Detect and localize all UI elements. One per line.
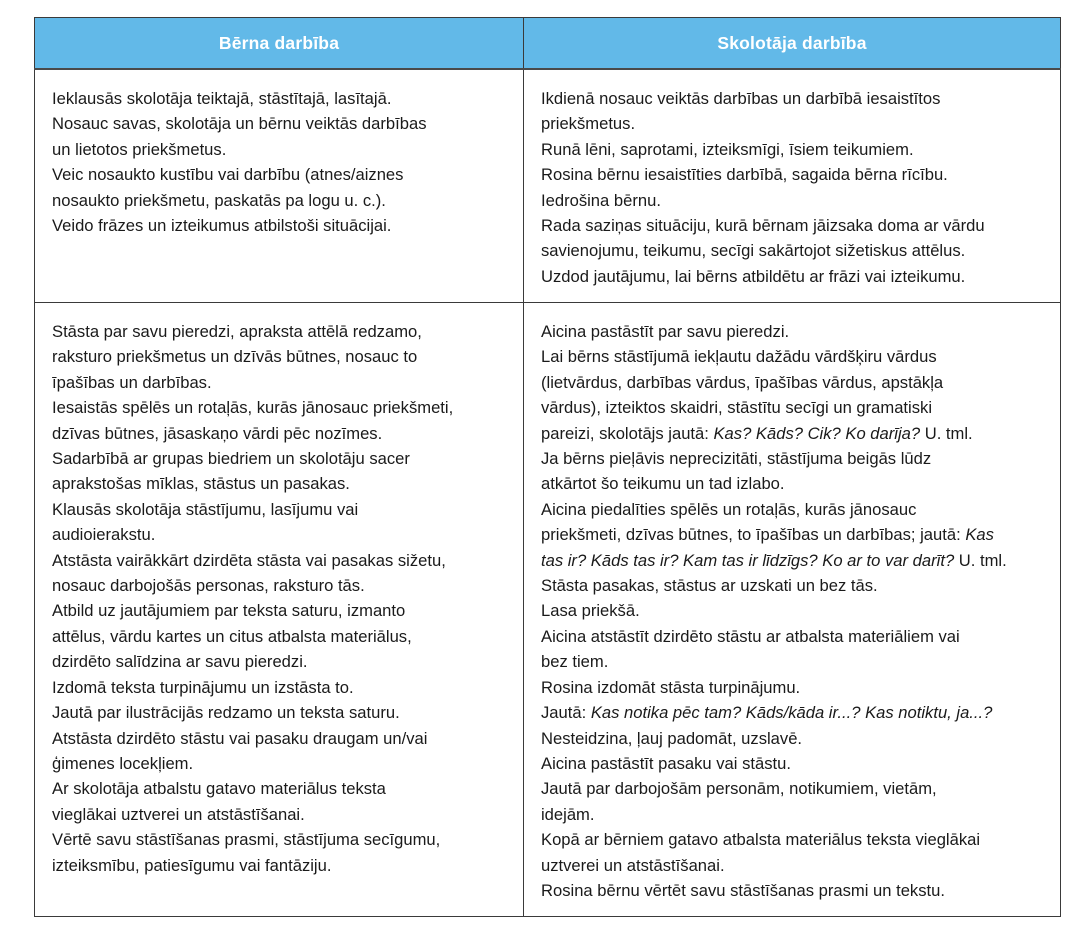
text-line: Sadarbībā ar grupas biedriem un skolotāju sacer bbox=[52, 449, 410, 469]
text-segment: Lasa priekšā. bbox=[541, 601, 640, 621]
teacher-cell-text bbox=[524, 70, 1060, 299]
text-line: Runā lēni, saprotami, izteiksmīgi, īsiem teikumiem. bbox=[541, 139, 914, 159]
text-line: Nosauc savas, skolotāja un bērnu veiktās darbības bbox=[52, 114, 427, 134]
text-line: Iedrošina bērnu. bbox=[541, 190, 661, 210]
text-line: dzīvas būtnes, jāsaskaņo vārdi pēc nozīmes. bbox=[52, 423, 383, 443]
text-line bbox=[541, 471, 1044, 496]
text-line: aprakstošas mīklas, stāstus un pasakas. bbox=[52, 474, 350, 494]
text-line: un lietotos priekšmetus. bbox=[52, 139, 227, 159]
text-line: vieglākai uztverei un atstāstīšanai. bbox=[52, 804, 305, 824]
text-line bbox=[541, 421, 1044, 446]
text-line: audioierakstu. bbox=[52, 525, 156, 545]
text-segment: vārdus), izteiktos skaidri, stāstītu secīgi un gramatiski bbox=[541, 398, 933, 418]
text-line: Atbild uz jautājumiem par teksta saturu, izmanto bbox=[52, 601, 406, 621]
text-line bbox=[541, 522, 1044, 547]
text-line bbox=[541, 700, 1044, 725]
italic-question-text: Kas notika pēc tam? Kāds/kāda ir...? Kas notiktu, ja...? bbox=[590, 703, 993, 723]
text-line bbox=[541, 548, 1044, 573]
text-line: attēlus, vārdu kartes un citus atbalsta materiālus, bbox=[52, 626, 412, 646]
text-line: Atstāsta vairākkārt dzirdēta stāsta vai pasakas sižetu, bbox=[52, 550, 446, 570]
text-line: īpašības un darbības. bbox=[52, 372, 212, 392]
text-line: Ar skolotāja atbalstu gatavo materiālus teksta bbox=[52, 779, 386, 799]
text-line: Izdomā teksta turpinājumu un izstāsta to. bbox=[52, 677, 354, 697]
text-line: Uzdod jautājumu, lai bērns atbildētu ar frāzi vai izteikumu. bbox=[541, 266, 966, 286]
table-row bbox=[35, 303, 1061, 917]
text-segment: Stāsta pasakas, stāstus ar uzskati un bez tās. bbox=[541, 576, 878, 596]
text-segment: (lietvārdus, darbības vārdus, īpašības vārdus, apstākļa bbox=[541, 372, 944, 392]
text-segment: idejām. bbox=[541, 804, 595, 824]
text-line: Iesaistās spēlēs un rotaļās, kurās jānosauc priekšmeti, bbox=[52, 398, 454, 418]
text-line: Stāsta par savu pieredzi, apraksta attēlā redzamo, bbox=[52, 322, 422, 341]
text-line bbox=[541, 344, 1044, 369]
text-line bbox=[541, 446, 1044, 471]
text-line: nosauc darbojošās personas, raksturo tās. bbox=[52, 576, 365, 596]
text-line: raksturo priekšmetus un dzīvās būtnes, nosauc to bbox=[52, 347, 418, 367]
text-segment: Aicina piedalīties spēlēs un rotaļās, kurās jānosauc bbox=[541, 499, 917, 519]
text-segment: Nesteidzina, ļauj padomāt, uzslavē. bbox=[541, 728, 803, 748]
header-teacher-activity: Skolotāja darbība bbox=[524, 18, 1061, 70]
text-line bbox=[541, 751, 1044, 776]
text-segment: Jautā: bbox=[541, 703, 591, 723]
text-line bbox=[541, 802, 1044, 827]
text-line bbox=[541, 573, 1044, 598]
child-cell bbox=[35, 303, 524, 917]
child-cell bbox=[35, 69, 524, 303]
text-segment: Jautā par darbojošām personām, notikumiem, vietām, bbox=[541, 779, 937, 799]
text-segment: Kopā ar bērniem gatavo atbalsta materiālus teksta vieglākai bbox=[541, 830, 981, 850]
text-line bbox=[541, 726, 1044, 751]
text-line bbox=[541, 853, 1044, 878]
header-child-activity: Bērna darbība bbox=[35, 18, 524, 70]
text-line: Atstāsta dzirdēto stāstu vai pasaku draugam un/vai bbox=[52, 728, 428, 748]
teacher-cell bbox=[524, 303, 1061, 917]
text-line: ģimenes locekļiem. bbox=[52, 753, 194, 773]
text-line bbox=[541, 598, 1044, 623]
text-line: Klausās skolotāja stāstījumu, lasījumu vai bbox=[52, 499, 359, 519]
activities-table bbox=[34, 17, 1061, 917]
table-row bbox=[35, 69, 1061, 303]
text-line bbox=[541, 649, 1044, 674]
italic-question-text: Kas? Kāds? Cik? Ko darīja? bbox=[713, 423, 921, 443]
table-header-row bbox=[35, 18, 1061, 70]
text-line: dzirdēto salīdzina ar savu pieredzi. bbox=[52, 652, 308, 672]
text-line: Veic nosaukto kustību vai darbību (atnes/aiznes bbox=[52, 165, 404, 185]
text-segment: Aicina pastāstīt pasaku vai stāstu. bbox=[541, 753, 791, 773]
text-segment: Rosina izdomāt stāsta turpinājumu. bbox=[541, 677, 801, 697]
text-line: savienojumu, teikumu, secīgi sakārtojot sižetiskus attēlus. bbox=[541, 241, 966, 261]
text-line: Veido frāzes un izteikumus atbilstoši situācijai. bbox=[52, 216, 392, 236]
text-line bbox=[541, 497, 1044, 522]
text-line bbox=[541, 319, 1044, 344]
text-segment: U. tml. bbox=[954, 550, 1007, 570]
text-segment: Rosina bērnu vērtēt savu stāstīšanas prasmi un tekstu. bbox=[541, 880, 945, 900]
teacher-cell bbox=[524, 69, 1061, 303]
teacher-cell-text bbox=[524, 303, 1060, 913]
text-line bbox=[541, 878, 1044, 903]
text-segment: Aicina atstāstīt dzirdēto stāstu ar atbalsta materiāliem vai bbox=[541, 626, 960, 646]
text-segment: U. tml. bbox=[920, 423, 973, 443]
text-line: izteiksmību, patiesīgumu vai fantāziju. bbox=[52, 855, 332, 875]
text-line: Vērtē savu stāstīšanas prasmi, stāstījuma secīgumu, bbox=[52, 830, 441, 850]
text-segment: Ja bērns pieļāvis neprecizitāti, stāstījuma beigās lūdz bbox=[541, 449, 932, 469]
child-cell-text bbox=[35, 70, 523, 248]
text-segment: uztverei un atstāstīšanai. bbox=[541, 855, 725, 875]
text-line bbox=[541, 827, 1044, 852]
text-line: Rosina bērnu iesaistīties darbībā, sagaida bērna rīcību. bbox=[541, 165, 948, 185]
text-line bbox=[541, 675, 1044, 700]
text-line: Rada saziņas situāciju, kurā bērnam jāizsaka doma ar vārdu bbox=[541, 216, 985, 236]
text-segment: pareizi, skolotājs jautā: bbox=[541, 423, 714, 443]
text-line bbox=[541, 624, 1044, 649]
text-segment: Aicina pastāstīt par savu pieredzi. bbox=[541, 322, 790, 341]
text-segment: atkārtot šo teikumu un tad izlabo. bbox=[541, 474, 785, 494]
text-segment: Lai bērns stāstījumā iekļautu dažādu vārdšķiru vārdus bbox=[541, 347, 937, 367]
text-line bbox=[541, 395, 1044, 420]
text-line: priekšmetus. bbox=[541, 114, 636, 134]
text-line bbox=[541, 370, 1044, 395]
italic-question-text: Kas bbox=[965, 525, 994, 545]
child-cell-text bbox=[35, 303, 523, 888]
text-line bbox=[541, 776, 1044, 801]
text-segment: bez tiem. bbox=[541, 652, 609, 672]
text-segment: priekšmeti, dzīvas būtnes, to īpašības un darbības; jautā: bbox=[541, 525, 966, 545]
text-line: Ieklausās skolotāja teiktajā, stāstītajā, lasītajā. bbox=[52, 89, 392, 108]
text-line: Jautā par ilustrācijās redzamo un teksta saturu. bbox=[52, 703, 400, 723]
text-line: nosaukto priekšmetu, paskatās pa logu u. c.). bbox=[52, 190, 386, 210]
italic-question-text: tas ir? Kāds tas ir? Kam tas ir līdzīgs? Ko ar to var darīt? bbox=[541, 550, 955, 570]
text-line: Ikdienā nosauc veiktās darbības un darbībā iesaistītos bbox=[541, 89, 941, 108]
